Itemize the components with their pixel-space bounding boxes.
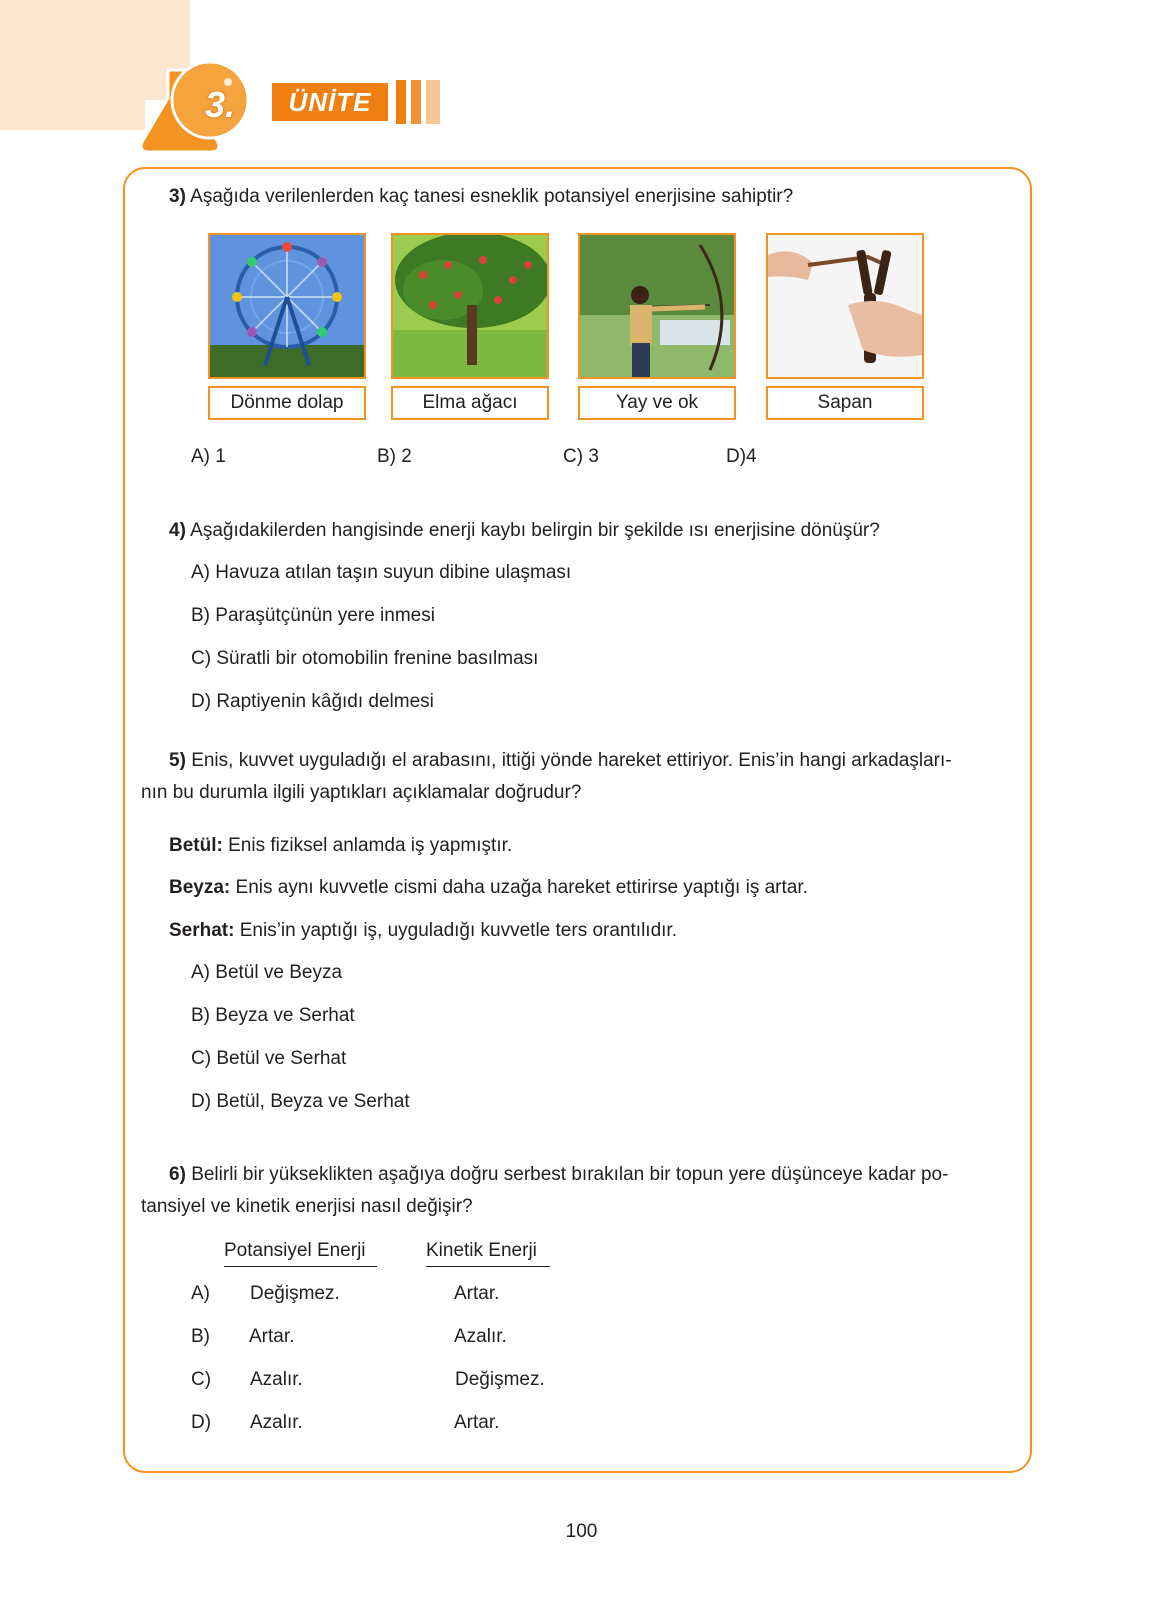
option-letter[interactable]: B): [191, 1326, 210, 1347]
question-5: [169, 750, 952, 772]
option-c[interactable]: C) Süratli bir otomobilin frenine basılması: [191, 648, 539, 669]
item-label: Elma ağacı: [391, 386, 549, 420]
potential-value: Değişmez.: [250, 1283, 340, 1304]
slingshot-image: [766, 233, 924, 379]
apple-tree-image: [391, 233, 549, 379]
option-letter[interactable]: A): [191, 1283, 210, 1304]
question-text: Aşağıdakilerden hangisinde enerji kaybı belirgin bir şekilde ısı enerjisine dönüşür?: [190, 520, 880, 541]
option-d[interactable]: D) Betül, Beyza ve Serhat: [191, 1091, 410, 1112]
question-4: [169, 520, 880, 542]
statement-text: Enis fiziksel anlamda iş yapmıştır.: [228, 835, 513, 856]
option-letter[interactable]: C): [191, 1369, 212, 1390]
question-number: 6): [169, 1164, 186, 1185]
option-a[interactable]: A) Betül ve Beyza: [191, 962, 343, 983]
statement-beyza: [169, 877, 808, 899]
header-corner-band-lower: [0, 100, 145, 130]
potential-value: Azalır.: [250, 1412, 303, 1433]
question-text-continued: tansiyel ve kinetik enerjisi nasıl değişir?: [141, 1196, 473, 1217]
question-text-continued: nın bu durumla ilgili yaptıkları açıklamalar doğrudur?: [141, 782, 582, 803]
kinetic-value: Değişmez.: [455, 1369, 545, 1390]
item-label: Dönme dolap: [208, 386, 366, 420]
question-3: [169, 186, 793, 208]
statement-serhat: [169, 920, 677, 942]
item-label: Sapan: [766, 386, 924, 420]
question-number: 3): [169, 186, 186, 207]
unit-label: ÜNİTE: [272, 83, 388, 121]
option-d[interactable]: D) Raptiyenin kâğıdı delmesi: [191, 691, 434, 712]
unit-number: 3.: [205, 84, 236, 125]
potential-value: Artar.: [249, 1326, 295, 1347]
column-header-kinetic: Kinetik Enerji: [426, 1240, 550, 1267]
kinetic-value: Artar.: [454, 1412, 500, 1433]
option-b[interactable]: B) Beyza ve Serhat: [191, 1005, 355, 1026]
option-a[interactable]: A) Havuza atılan taşın suyun dibine ulaşması: [191, 562, 572, 583]
question-number: 5): [169, 750, 186, 771]
potential-value: Azalır.: [250, 1369, 303, 1390]
question-text: Aşağıda verilenlerden kaç tanesi esneklik potansiyel enerjisine sahiptir?: [190, 186, 794, 207]
statement-text: Enis’in yaptığı iş, uyguladığı kuvvetle ters orantılıdır.: [239, 920, 677, 941]
statement-name: Serhat:: [169, 920, 235, 941]
kinetic-value: Azalır.: [454, 1326, 507, 1347]
option-b[interactable]: B) 2: [377, 446, 412, 467]
question-6: [169, 1164, 948, 1186]
statement-text: Enis aynı kuvvetle cismi daha uzağa hareket ettirirse yaptığı iş artar.: [235, 877, 808, 898]
question-number: 4): [169, 520, 186, 541]
header-bar: [411, 80, 421, 124]
header-bar: [426, 80, 440, 124]
question-text: Enis, kuvvet uyguladığı el arabasını, ittiği yönde hareket ettiriyor. Enis’in hangi arkadaşları-: [191, 750, 952, 771]
option-a[interactable]: A) 1: [191, 446, 226, 467]
statement-betul: [169, 835, 512, 857]
statement-name: Beyza:: [169, 877, 231, 898]
archer-image: [578, 233, 736, 379]
page-number: 100: [565, 1521, 598, 1542]
option-b[interactable]: B) Paraşütçünün yere inmesi: [191, 605, 435, 626]
column-header-potential: Potansiyel Enerji: [224, 1240, 377, 1267]
header-bar: [396, 80, 406, 124]
item-label: Yay ve ok: [578, 386, 736, 420]
ferris-wheel-image: [208, 233, 366, 379]
statement-name: Betül:: [169, 835, 223, 856]
kinetic-value: Artar.: [454, 1283, 500, 1304]
option-c[interactable]: C) 3: [563, 446, 599, 467]
option-letter[interactable]: D): [191, 1412, 212, 1433]
option-c[interactable]: C) Betül ve Serhat: [191, 1048, 347, 1069]
question-text: Belirli bir yükseklikten aşağıya doğru serbest bırakılan bir topun yere düşünceye kadar po-: [191, 1164, 949, 1185]
option-d[interactable]: D)4: [726, 446, 757, 467]
